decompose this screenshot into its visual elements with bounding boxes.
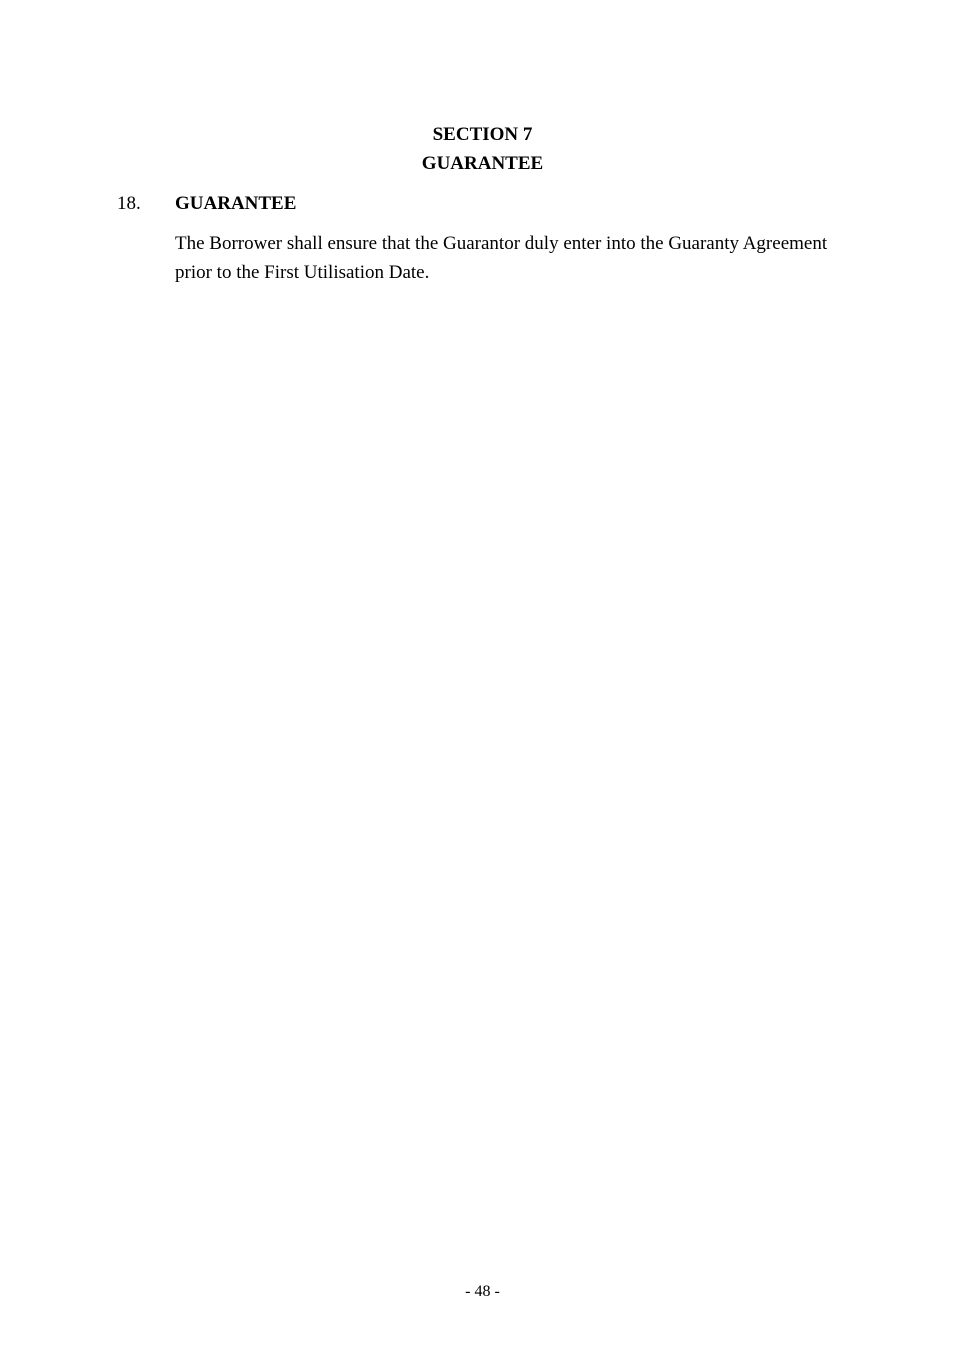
clause-number: 18. <box>117 193 141 214</box>
page-number: - 48 - <box>465 1283 500 1300</box>
clause-title: GUARANTEE <box>175 193 297 214</box>
section-number-heading: SECTION 7 <box>432 124 533 145</box>
section-title-heading: GUARANTEE <box>421 153 544 174</box>
clause-body-line: The Borrower shall ensure that the Guarantor duly enter into the Guaranty Agreement <box>175 233 828 254</box>
clause-body-line: prior to the First Utilisation Date. <box>175 262 430 283</box>
clause-body-paragraph <box>175 229 865 287</box>
